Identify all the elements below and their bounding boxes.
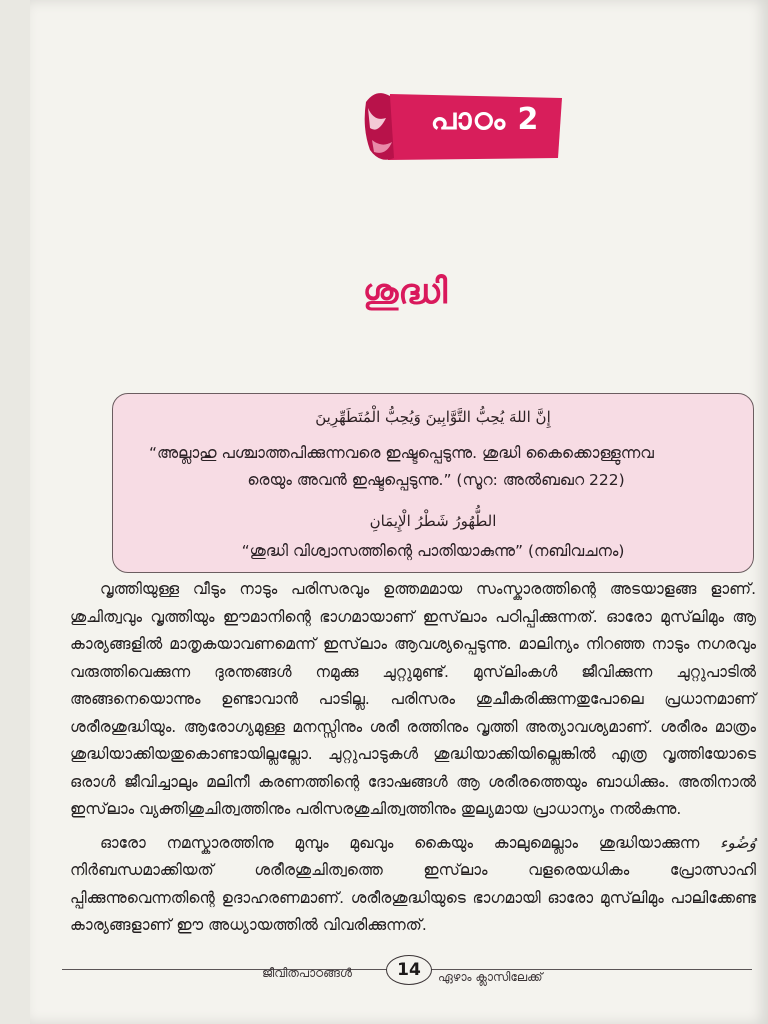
body-text: [70, 576, 756, 940]
verse-translation-line-2: രെയും അവൻ ഇഷ്ടപ്പെടുന്നു.” (സൂറ: അൽബഖറ 222): [247, 471, 625, 489]
paragraph-2: [70, 830, 756, 940]
arabic-word-wudu: وُضُوء: [720, 833, 756, 852]
quote-box: [112, 393, 754, 573]
verse-translation: [149, 440, 723, 494]
paragraph-2-end: നിർബന്ധമാക്കിയത് ശരീരശുചിത്വത്തെ ഇസ്‌ലാം വളരെയധികം പ്രോത്സാഹി പ്പിക്കുന്നുവെന്നതിന്റെ ഉദാഹരണമാണ്. ശരീരശുദ്ധിയുടെ ഭാഗമായി ഓരോ മുസ്‌ലിമും പാലിക്കേണ്ട കാര്യങ്ങളാണ് ഈ അധ്യായത്തിൽ വിവരിക്കുന്നത്.: [70, 861, 756, 934]
footer-class-label: ഏഴാം ക്ലാസിലേക്ക്: [438, 970, 543, 984]
paragraph-1: വൃത്തിയുള്ള വീടും നാടും പരിസരവും ഉത്തമമായ സംസ്കാരത്തിന്റെ അടയാളങ്ങ ളാണ്. ശുചിത്വവും വൃത്തിയും ഈമാനിന്റെ ഭാഗമായാണ് ഇസ്‌ലാം പഠിപ്പിക്കുന്നത്. ഓരോ മുസ്‌ലിമും ആ കാര്യങ്ങളിൽ മാതൃകയാവണമെന്ന് ഇസ്‌ലാം ആവശ്യപ്പെടുന്നു. മാലിന്യം നിറഞ്ഞ നാടും നഗരവും വരുത്തിവെക്കുന്ന ദുരന്തങ്ങൾ നമുക്കു ചുറ്റുമുണ്ട്. മുസ്‌ലിംകൾ ജീവിക്കുന്ന ചുറ്റുപാടിൽ അങ്ങനെയൊന്നും ഉണ്ടാവാൻ പാടില്ല. പരിസരം ശുചീകരിക്കുന്നതുപോലെ പ്രധാനമാണ് ശരീരശുദ്ധിയും. ആരോഗ്യമുള്ള മനസ്സിനും ശരീ രത്തിനും വൃത്തി അത്യാവശ്യമാണ്. ശരീരം മാത്രം ശുദ്ധിയാക്കിയതുകൊണ്ടായില്ലല്ലോ. ചുറ്റുപാടുകൾ ശുദ്ധിയാക്കിയില്ലെങ്കിൽ എത്ര വൃത്തിയോടെ ഒരാൾ ജീവിച്ചാലും മലിനീ കരണത്തിന്റെ ദോഷങ്ങൾ ആ ശരീരത്തെയും ബാധിക്കും. അതിനാൽ ഇസ്‌ലാം വ്യക്തിശുചിത്വത്തിനും പരിസരശുചിത്വത്തിനും തുല്യമായ പ്രാധാന്യം നൽകുന്നു.: [70, 580, 756, 818]
arabic-verse: إِنَّ اللهَ يُحِبُّ التَّوَّابِينَ وَيُحِبُّ الْمُتَطَهِّرِينَ: [315, 408, 551, 426]
verse-translation-line-1: “അല്ലാഹു പശ്ചാത്തപിക്കുന്നവരെ ഇഷ്ടപ്പെടുന്നു. ശുദ്ധി കൈക്കൊള്ളുന്നവ: [149, 444, 654, 462]
chapter-title: ശുദ്ധി: [362, 272, 448, 312]
page-number: 14: [386, 955, 432, 985]
paragraph-2-start: ഓരോ നമസ്കാരത്തിനു മുമ്പും മുഖവും കൈയും കാലുമെല്ലാം ശുദ്ധിയാക്കുന്ന: [100, 833, 700, 852]
hadith-translation: “ശുദ്ധി വിശ്വാസത്തിന്റെ പാതിയാകുന്നു” (നബിവചനം): [241, 542, 625, 560]
lesson-label: പാഠം 2: [430, 102, 540, 137]
footer-book-title: ജീവിതപാഠങ്ങൾ: [262, 966, 352, 980]
lesson-ribbon: [360, 88, 565, 166]
arabic-hadith: الطُّهُورُ شَطْرُ الْإِيمَانِ: [369, 512, 497, 530]
